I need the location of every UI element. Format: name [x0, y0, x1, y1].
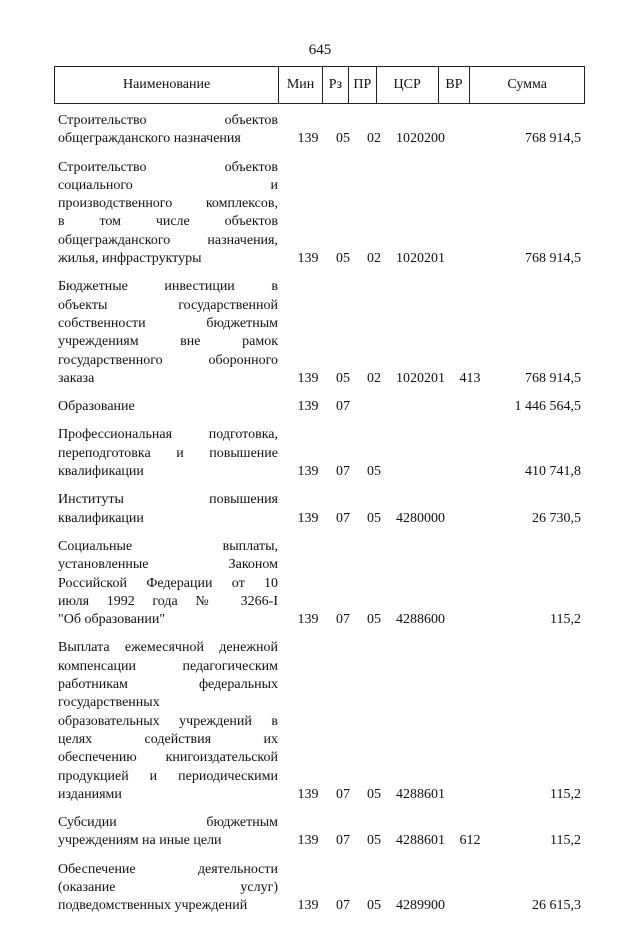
cell-vr: 413 [459, 370, 481, 386]
table-row [54, 159, 585, 269]
cell-rz: 07 [336, 612, 350, 628]
row-name [54, 491, 278, 528]
row-name [54, 861, 278, 916]
cell-sum: 768 914,5 [525, 370, 581, 386]
table-row [54, 112, 585, 149]
cell-pr: 05 [367, 612, 381, 628]
row-name-line: Обеспечение деятельности [58, 861, 278, 877]
cell-vr: 612 [459, 833, 481, 849]
cell-sum: 26 730,5 [532, 510, 581, 526]
row-name-line: Выплата ежемесячной денежной [58, 640, 278, 656]
row-name-line: целях содействия их [58, 731, 278, 747]
row-name-line: компенсации педагогическим [58, 658, 278, 674]
cell-pr: 05 [367, 898, 381, 914]
cell-rz: 05 [336, 370, 350, 386]
cell-min: 139 [297, 612, 319, 628]
table-row [54, 426, 585, 481]
row-name-line: Образование [58, 399, 135, 415]
cell-rz: 07 [336, 898, 350, 914]
budget-table-body [54, 112, 585, 926]
cell-rz: 07 [336, 464, 350, 480]
row-name [54, 538, 278, 629]
header-csr: ЦСР [376, 67, 438, 103]
cell-sum: 115,2 [550, 612, 581, 628]
cell-pr: 05 [367, 510, 381, 526]
table-row [54, 814, 585, 851]
row-name-line: социального и [58, 177, 278, 193]
cell-min: 139 [297, 370, 319, 386]
cell-csr: 1020201 [396, 370, 445, 386]
row-name [54, 814, 278, 851]
row-name [54, 112, 278, 149]
cell-sum: 410 741,8 [525, 464, 581, 480]
header-sum: Сумма [469, 67, 584, 103]
cell-rz: 07 [336, 786, 350, 802]
cell-pr: 05 [367, 786, 381, 802]
cell-rz: 07 [336, 833, 350, 849]
header-vr: ВР [438, 67, 470, 103]
row-name-line: переподготовка и повышение [58, 445, 278, 461]
row-name-line: собственности бюджетным [58, 315, 278, 331]
header-min: Мин [278, 67, 322, 103]
cell-rz: 05 [336, 131, 350, 147]
row-name-line: государственного оборонного [58, 352, 278, 368]
row-name [54, 426, 278, 481]
cell-sum: 768 914,5 [525, 131, 581, 147]
table-row [54, 398, 585, 416]
cell-csr: 1020201 [396, 251, 445, 267]
cell-rz: 07 [336, 399, 350, 415]
cell-pr: 02 [367, 131, 381, 147]
row-name-line: Субсидии бюджетным [58, 815, 278, 831]
row-name-line: работникам федеральных [58, 677, 278, 693]
cell-rz: 05 [336, 251, 350, 267]
cell-csr: 4288601 [396, 833, 445, 849]
cell-csr: 4289900 [396, 898, 445, 914]
header-pr: ПР [348, 67, 376, 103]
cell-sum: 26 615,3 [532, 898, 581, 914]
row-name-line: продукцией и периодическими [58, 768, 278, 784]
cell-rz: 07 [336, 510, 350, 526]
table-row [54, 491, 585, 528]
cell-pr: 05 [367, 833, 381, 849]
cell-min: 139 [297, 251, 319, 267]
cell-csr: 4280000 [396, 510, 445, 526]
row-name-line: жилья, инфраструктуры [58, 251, 202, 267]
cell-sum: 768 914,5 [525, 251, 581, 267]
row-name-line: изданиями [58, 786, 122, 802]
cell-sum: 115,2 [550, 833, 581, 849]
cell-min: 139 [297, 131, 319, 147]
row-name-line: общегражданского назначения [58, 131, 241, 147]
cell-csr: 4288601 [396, 786, 445, 802]
row-name-line: установленные Законом [58, 557, 278, 573]
table-row [54, 639, 585, 804]
page-number: 645 [308, 42, 332, 58]
header-name: Наименование [122, 77, 211, 92]
row-name-line: государственных [58, 695, 160, 711]
table-row [54, 538, 585, 629]
row-name-line: Социальные выплаты, [58, 538, 278, 554]
table-header [54, 66, 585, 104]
cell-min: 139 [297, 833, 319, 849]
row-name-line: заказа [58, 370, 95, 386]
row-name-line: "Об образовании" [58, 612, 166, 628]
cell-min: 139 [297, 399, 319, 415]
cell-min: 139 [297, 464, 319, 480]
cell-min: 139 [297, 898, 319, 914]
row-name-line: Институты повышения [58, 492, 278, 508]
row-name-line: образовательных учреждений в [58, 713, 278, 729]
row-name-line: в том числе объектов [58, 214, 278, 230]
row-name [54, 278, 278, 388]
row-name-line: подведомственных учреждений [58, 898, 248, 914]
table-row [54, 278, 585, 388]
row-name-line: (оказание услуг) [58, 879, 278, 895]
row-name-line: объекты государственной [58, 297, 278, 313]
row-name-line: общегражданского назначения, [58, 232, 278, 248]
cell-sum: 1 446 564,5 [514, 399, 581, 415]
row-name [54, 639, 278, 804]
row-name-line: квалификации [58, 510, 144, 526]
row-name-line: Строительство объектов [58, 113, 278, 128]
row-name-line: учреждениям на иные цели [58, 833, 222, 849]
row-name-line: июля 1992 года № 3266-I [58, 593, 278, 609]
cell-pr: 02 [367, 370, 381, 386]
cell-pr: 02 [367, 251, 381, 267]
cell-csr: 1020200 [396, 131, 445, 147]
row-name [54, 398, 278, 416]
cell-csr: 4288600 [396, 612, 445, 628]
cell-sum: 115,2 [550, 786, 581, 802]
row-name-line: квалификации [58, 464, 144, 480]
cell-min: 139 [297, 510, 319, 526]
row-name-line: Профессиональная подготовка, [58, 427, 278, 443]
row-name-line: Российской Федерации от 10 [58, 575, 278, 591]
row-name-line: Строительство объектов [58, 159, 278, 175]
header-rz: Рз [322, 67, 348, 103]
table-row [54, 861, 585, 916]
row-name-line: Бюджетные инвестиции в [58, 279, 278, 295]
row-name-line: производственного комплексов, [58, 196, 278, 212]
row-name [54, 159, 278, 269]
cell-pr: 05 [367, 464, 381, 480]
row-name-line: учреждениям вне рамок [58, 334, 278, 350]
row-name-line: обеспечению книгоиздательской [58, 750, 278, 766]
cell-min: 139 [297, 786, 319, 802]
